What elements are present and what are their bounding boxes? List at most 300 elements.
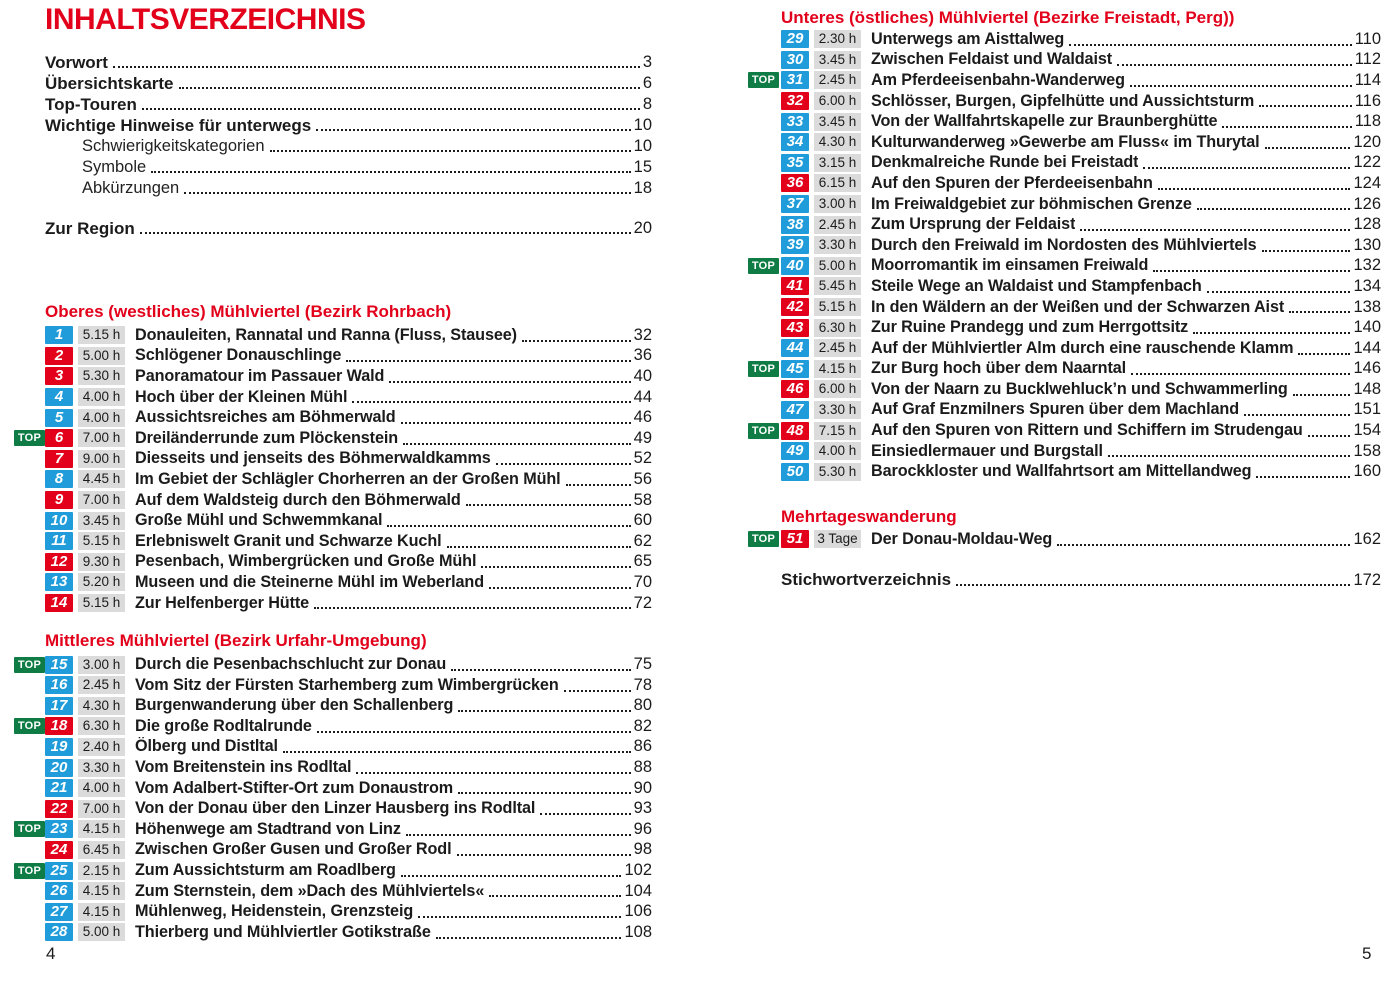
tour-number-badge: 47: [781, 401, 809, 419]
tour-page-number: 52: [633, 449, 652, 468]
dotted-leader: [356, 772, 630, 774]
dotted-leader: [466, 504, 631, 506]
tour-title: Thierberg und Mühlviertler Gotikstraße: [135, 922, 431, 941]
tour-entry: [748, 194, 1381, 215]
tour-duration: 4.15 h: [78, 882, 125, 900]
tour-duration: 3.00 h: [78, 656, 125, 674]
toc-item: [45, 157, 652, 178]
tour-entry: [14, 819, 652, 840]
tour-duration: 6.00 h: [814, 92, 861, 110]
dotted-leader: [1108, 455, 1351, 457]
tour-duration: 4.00 h: [814, 442, 861, 460]
section-mehrtageswanderung: [748, 507, 1381, 550]
tour-duration: 3.30 h: [814, 236, 861, 254]
tour-entry: [748, 111, 1381, 132]
tour-title: In den Wäldern an der Weißen und der Schwarzen Aist: [871, 297, 1285, 316]
tour-title: Durch den Freiwald im Nordosten des Mühlviertels: [871, 235, 1257, 254]
tour-title: Zum Ursprung der Feldaist: [871, 215, 1076, 234]
tour-page-number: 106: [624, 902, 652, 921]
tour-page-number: 160: [1353, 462, 1381, 481]
tour-page-number: 56: [633, 469, 652, 488]
tour-number-badge: 46: [781, 380, 809, 398]
tour-page-number: 32: [633, 325, 652, 344]
tour-entry: [748, 29, 1381, 50]
tour-number-badge: 8: [45, 470, 73, 488]
top-badge: TOP: [748, 72, 779, 88]
dotted-leader: [540, 813, 630, 815]
tour-number-badge: 42: [781, 298, 809, 316]
tour-page-number: 86: [633, 737, 652, 756]
dotted-leader: [270, 150, 631, 152]
tour-duration: 7.00 h: [78, 491, 125, 509]
top-badge: TOP: [14, 821, 45, 837]
dotted-leader: [1256, 476, 1350, 478]
tour-number-badge: 10: [45, 512, 73, 530]
tour-entry: [748, 379, 1381, 400]
tour-page-number: 58: [633, 490, 652, 509]
tour-title: Moorromantik im einsamen Freiwald: [871, 256, 1149, 275]
tour-page-number: 114: [1354, 70, 1381, 89]
top-badge: TOP: [748, 423, 779, 439]
section-mittleres-muehlviertel: [14, 631, 652, 942]
tour-duration: 2.45 h: [814, 339, 861, 357]
tour-page-number: 112: [1354, 50, 1381, 69]
dotted-leader: [314, 607, 631, 609]
tour-entry: [14, 593, 652, 614]
tour-duration: 6.00 h: [814, 380, 861, 398]
tour-page-number: 126: [1353, 194, 1381, 213]
tour-page-number: 98: [633, 840, 652, 859]
tour-number-badge: 44: [781, 339, 809, 357]
tour-number-badge: 40: [781, 257, 809, 275]
tour-number-badge: 35: [781, 154, 809, 172]
tour-duration: 2.45 h: [78, 676, 125, 694]
toc-item-label: Symbole: [82, 158, 147, 176]
top-badge-slot: [14, 863, 45, 879]
tour-page-number: 134: [1353, 276, 1381, 295]
tour-duration: 5.15 h: [78, 594, 125, 612]
dotted-leader: [956, 584, 1350, 586]
toc-item: [45, 115, 652, 136]
dotted-leader: [140, 232, 631, 234]
top-badge: TOP: [748, 258, 779, 274]
tour-duration: 3.30 h: [814, 401, 861, 419]
tour-duration: 2.45 h: [814, 71, 861, 89]
tour-duration: 6.45 h: [78, 841, 125, 859]
tour-page-number: 102: [624, 861, 652, 880]
tour-duration: 4.30 h: [814, 133, 861, 151]
dotted-leader: [1308, 435, 1351, 437]
tour-entry: [14, 346, 652, 367]
toc-item-label: Wichtige Hinweise für unterwegs: [45, 115, 312, 135]
toc-item-page: 20: [633, 219, 652, 237]
tour-duration: 4.00 h: [78, 388, 125, 406]
tour-number-badge: 26: [45, 882, 73, 900]
tour-entry: [14, 881, 652, 902]
tour-title: Auf Graf Enzmilners Spuren über dem Machland: [871, 400, 1239, 419]
tour-number-badge: 28: [45, 923, 73, 941]
tour-entry: [14, 922, 652, 943]
toc-item-label: Top-Touren: [45, 94, 137, 114]
tour-title: Zur Burg hoch über dem Naarntal: [871, 359, 1127, 378]
tour-number-badge: 6: [45, 429, 73, 447]
tour-duration: 5.20 h: [78, 573, 125, 591]
tour-entry: [748, 70, 1381, 91]
tour-number-badge: 23: [45, 820, 73, 838]
tour-number-badge: 11: [45, 532, 73, 550]
tour-title: Schlösser, Burgen, Gipfelhütte und Aussichtsturm: [871, 91, 1255, 110]
dotted-leader: [1080, 229, 1350, 231]
tour-title: Donauleiten, Rannatal und Ranna (Fluss, Stausee): [135, 325, 517, 344]
tour-page-number: 162: [1353, 529, 1381, 548]
tour-entry: [14, 778, 652, 799]
tour-duration: 5.15 h: [78, 532, 125, 550]
tour-entry: [748, 461, 1381, 482]
tour-entry: [14, 366, 652, 387]
tour-entry: [748, 50, 1381, 71]
dotted-leader: [566, 484, 631, 486]
tour-number-badge: 7: [45, 450, 73, 468]
toc-item-label: Übersichtskarte: [45, 73, 174, 93]
tour-number-badge: 24: [45, 841, 73, 859]
tour-title: Panoramatour im Passauer Wald: [135, 366, 385, 385]
tour-duration: 2.30 h: [814, 30, 861, 48]
tour-number-badge: 50: [781, 463, 809, 481]
tour-entry: [748, 338, 1381, 359]
tour-duration: 9.30 h: [78, 553, 125, 571]
tour-page-number: 80: [633, 696, 652, 715]
dotted-leader: [151, 171, 630, 173]
tour-title: Einsiedlermauer und Burgstall: [871, 441, 1103, 460]
tour-entry: [14, 675, 652, 696]
toc-item-page: 10: [633, 137, 652, 155]
tour-entry: [14, 531, 652, 552]
dotted-leader: [1130, 85, 1352, 87]
section-heading: Mittleres Mühlviertel (Bezirk Urfahr-Umgebung): [45, 631, 427, 651]
tour-title: Barockkloster und Wallfahrtsort am Mittellandweg: [871, 462, 1252, 481]
tour-entry: [14, 654, 652, 675]
toc-item-label: Stichwortverzeichnis: [781, 570, 952, 590]
tour-title: Aussichtsreiches am Böhmerwald: [135, 408, 396, 427]
toc-item-label: Vorwort: [45, 52, 108, 72]
tour-page-number: 128: [1353, 215, 1381, 234]
toc-item-page: 10: [633, 116, 652, 134]
top-badge: TOP: [14, 430, 45, 446]
tour-duration: 5.00 h: [814, 257, 861, 275]
tour-page-number: 130: [1353, 235, 1381, 254]
toc-item: [45, 73, 652, 94]
tour-page-number: 146: [1353, 359, 1381, 378]
tour-number-badge: 37: [781, 195, 809, 213]
dotted-leader: [489, 587, 631, 589]
toc-item: [45, 136, 652, 157]
dotted-leader: [1158, 188, 1351, 190]
tour-entry: [14, 325, 652, 346]
tour-title: Vom Adalbert-Stifter-Ort zum Donaustrom: [135, 778, 454, 797]
tour-page-number: 158: [1353, 441, 1381, 460]
tour-title: Durch die Pesenbachschlucht zur Donau: [135, 655, 447, 674]
tour-title: Museen und die Steinerne Mühl im Weberland: [135, 572, 484, 591]
dotted-leader: [1131, 373, 1350, 375]
tour-number-badge: 25: [45, 862, 73, 880]
tour-duration: 4.00 h: [78, 779, 125, 797]
tour-page-number: 70: [633, 572, 652, 591]
tour-title: Große Mühl und Schwemmkanal: [135, 511, 383, 530]
top-badge: TOP: [14, 718, 45, 734]
tour-entry: [748, 441, 1381, 462]
dotted-leader: [387, 525, 630, 527]
tour-page-number: 60: [633, 511, 652, 530]
tour-title: Von der Wallfahrtskapelle zur Braunberghütte: [871, 112, 1218, 131]
tour-title: Von der Donau über den Linzer Hausberg ins Rodltal: [135, 799, 536, 818]
tour-title: Im Freiwaldgebiet zur böhmischen Grenze: [871, 194, 1192, 213]
top-badge-slot: [748, 72, 781, 88]
tour-page-number: 151: [1353, 400, 1381, 419]
tour-number-badge: 15: [45, 656, 73, 674]
tour-number-badge: 39: [781, 236, 809, 254]
tour-entry: [14, 428, 652, 449]
tour-page-number: 140: [1353, 318, 1381, 337]
tour-entry: [748, 400, 1381, 421]
tour-number-badge: 5: [45, 409, 73, 427]
toc-item-page: 15: [633, 158, 652, 176]
tour-title: Schlögener Donauschlinge: [135, 346, 342, 365]
tour-duration: 3.15 h: [814, 154, 861, 172]
tour-page-number: 132: [1353, 256, 1381, 275]
tour-entry: [748, 235, 1381, 256]
dotted-leader: [401, 422, 631, 424]
dotted-leader: [1197, 208, 1351, 210]
tour-entry: [14, 737, 652, 758]
tour-page-number: 108: [624, 922, 652, 941]
tour-number-badge: 38: [781, 216, 809, 234]
tour-page-number: 88: [633, 758, 652, 777]
dotted-leader: [1298, 353, 1350, 355]
dotted-leader: [522, 340, 631, 342]
tour-title: Vom Sitz der Fürsten Starhemberg zum Wimbergrücken: [135, 675, 559, 694]
tour-number-badge: 22: [45, 800, 73, 818]
dotted-leader: [1193, 332, 1350, 334]
tour-title: Ölberg und Distltal: [135, 737, 278, 756]
tour-title: Auf den Spuren von Rittern und Schiffern im Strudengau: [871, 421, 1303, 440]
tour-page-number: 90: [633, 778, 652, 797]
tour-title: Auf dem Waldsteig durch den Böhmerwald: [135, 490, 461, 509]
dotted-leader: [1069, 44, 1351, 46]
tour-page-number: 36: [633, 346, 652, 365]
tour-duration: 3 Tage: [814, 530, 861, 548]
tour-title: Vom Breitenstein ins Rodltal: [135, 758, 352, 777]
tour-number-badge: 34: [781, 133, 809, 151]
tour-entry: [748, 153, 1381, 174]
tour-page-number: 78: [633, 675, 652, 694]
tour-duration: 7.15 h: [814, 422, 861, 440]
tour-number-badge: 31: [781, 71, 809, 89]
dotted-leader: [403, 443, 631, 445]
tour-number-badge: 17: [45, 697, 73, 715]
tour-title: Erlebniswelt Granit und Schwarze Kuchl: [135, 531, 442, 550]
toc-item-page: 3: [642, 53, 652, 71]
dotted-leader: [1143, 167, 1350, 169]
tour-entry: [748, 297, 1381, 318]
dotted-leader: [447, 546, 631, 548]
top-badge: TOP: [14, 863, 45, 879]
tour-entry: [14, 510, 652, 531]
tour-page-number: 49: [633, 428, 652, 447]
tour-title: Zur Helfenberger Hütte: [135, 593, 310, 612]
dotted-leader: [1244, 414, 1350, 416]
dotted-leader: [1117, 64, 1352, 66]
tour-entry: [14, 449, 652, 470]
toc-item-label: Schwierigkeitskategorien: [82, 137, 265, 155]
top-badge: TOP: [748, 361, 779, 377]
tour-duration: 3.00 h: [814, 195, 861, 213]
toc-item-page: 172: [1353, 570, 1381, 589]
tour-title: Die große Rodltalrunde: [135, 716, 312, 735]
tour-duration: 9.00 h: [78, 450, 125, 468]
tour-page-number: 118: [1354, 112, 1381, 131]
tour-page-number: 82: [633, 716, 652, 735]
tour-duration: 2.40 h: [78, 738, 125, 756]
tour-title: Burgenwanderung über den Schallenberg: [135, 696, 454, 715]
dotted-leader: [458, 792, 631, 794]
tour-duration: 6.30 h: [814, 319, 861, 337]
dotted-leader: [481, 566, 630, 568]
tour-duration: 6.30 h: [78, 717, 125, 735]
tour-title: Steile Wege an Waldaist und Stampfenbach: [871, 276, 1202, 295]
dotted-leader: [316, 129, 630, 131]
tour-number-badge: 3: [45, 367, 73, 385]
tour-entry: [748, 256, 1381, 277]
sheet-page-number-left: 4: [46, 944, 56, 963]
left-page: [14, 0, 652, 943]
tour-number-badge: 16: [45, 676, 73, 694]
tour-duration: 3.45 h: [814, 113, 861, 131]
front-matter-list: [45, 52, 652, 199]
tour-entry: [14, 696, 652, 717]
tour-entry: [14, 757, 652, 778]
tour-duration: 6.15 h: [814, 174, 861, 192]
tour-duration: 5.30 h: [78, 367, 125, 385]
section-heading: Oberes (westliches) Mühlviertel (Bezirk Rohrbach): [45, 302, 452, 321]
dotted-leader: [1259, 105, 1352, 107]
tour-number-badge: 14: [45, 594, 73, 612]
tour-duration: 5.15 h: [78, 326, 125, 344]
tour-page-number: 122: [1353, 153, 1381, 172]
tour-page-number: 116: [1354, 91, 1381, 110]
top-badge-slot: [14, 430, 45, 446]
dotted-leader: [401, 875, 622, 877]
tour-title: Mühlenweg, Heidenstein, Grenzsteig: [135, 902, 414, 921]
tour-title: Denkmalreiche Runde bei Freistadt: [871, 153, 1139, 172]
toc-item-label: Zur Region: [45, 218, 135, 238]
dotted-leader: [352, 401, 630, 403]
tour-page-number: 110: [1354, 29, 1381, 48]
tour-duration: 7.00 h: [78, 429, 125, 447]
tour-title: Pesenbach, Wimbergrücken und Große Mühl: [135, 552, 477, 571]
tour-number-badge: 41: [781, 277, 809, 295]
tour-page-number: 72: [633, 593, 652, 612]
tour-list: [748, 529, 1381, 550]
dotted-leader: [184, 192, 630, 194]
top-badge: TOP: [14, 657, 45, 673]
tour-page-number: 144: [1353, 338, 1381, 357]
top-badge-slot: [14, 821, 45, 837]
tour-number-badge: 27: [45, 903, 73, 921]
tour-number-badge: 20: [45, 759, 73, 777]
tour-duration: 4.30 h: [78, 697, 125, 715]
tour-title: Am Pferdeeisenbahn-Wanderweg: [871, 70, 1125, 89]
dotted-leader: [1207, 291, 1351, 293]
tour-number-badge: 30: [781, 51, 809, 69]
toc-item-zur-region: [45, 218, 652, 239]
tour-entry: [14, 716, 652, 737]
tour-entry: [748, 420, 1381, 441]
dotted-leader: [1262, 250, 1351, 252]
tour-entry: [14, 840, 652, 861]
tour-page-number: 96: [633, 819, 652, 838]
tour-entry: [14, 387, 652, 408]
tour-title: Diesseits und jenseits des Böhmerwaldkamms: [135, 449, 491, 468]
tour-entry: [748, 173, 1381, 194]
dotted-leader: [451, 669, 631, 671]
tour-duration: 3.45 h: [814, 51, 861, 69]
section-unteres-muehlviertel: [748, 8, 1381, 482]
dotted-leader: [142, 108, 640, 110]
tour-entry: [14, 490, 652, 511]
tour-number-badge: 51: [781, 530, 809, 548]
tour-entry: [14, 552, 652, 573]
page-title: INHALTSVERZEICHNIS: [45, 3, 366, 36]
tour-entry: [14, 572, 652, 593]
dotted-leader: [1289, 311, 1350, 313]
tour-number-badge: 21: [45, 779, 73, 797]
tour-page-number: 75: [633, 655, 652, 674]
tour-entry: [748, 317, 1381, 338]
toc-item-page: 18: [633, 179, 652, 197]
top-badge-slot: [14, 657, 45, 673]
tour-number-badge: 29: [781, 30, 809, 48]
dotted-leader: [457, 854, 631, 856]
dotted-leader: [1057, 544, 1350, 546]
tour-number-badge: 12: [45, 553, 73, 571]
tour-entry: [14, 407, 652, 428]
tour-number-badge: 32: [781, 92, 809, 110]
tour-entry: [14, 469, 652, 490]
tour-number-badge: 2: [45, 347, 73, 365]
tour-title: Zwischen Großer Gusen und Großer Rodl: [135, 840, 452, 859]
toc-item: [45, 94, 652, 115]
tour-page-number: 62: [633, 531, 652, 550]
tour-list: [748, 29, 1381, 482]
tour-entry: [14, 901, 652, 922]
dotted-leader: [489, 895, 621, 897]
tour-duration: 4.15 h: [814, 360, 861, 378]
dotted-leader: [283, 751, 631, 753]
top-badge-slot: [748, 423, 781, 439]
tour-title: Im Gebiet der Schlägler Chorherren an der Großen Mühl: [135, 469, 561, 488]
tour-entry: [748, 276, 1381, 297]
tour-title: Auf den Spuren der Pferdeeisenbahn: [871, 173, 1153, 192]
tour-title: Dreiländerrunde zum Plöckenstein: [135, 428, 399, 447]
tour-title: Zwischen Feldaist und Waldaist: [871, 50, 1113, 69]
tour-page-number: 40: [633, 366, 652, 385]
tour-number-badge: 33: [781, 113, 809, 131]
tour-page-number: 148: [1353, 379, 1381, 398]
dotted-leader: [436, 937, 622, 939]
top-badge-slot: [748, 361, 781, 377]
toc-item-label: Abkürzungen: [82, 179, 180, 197]
toc-item: [45, 178, 652, 199]
